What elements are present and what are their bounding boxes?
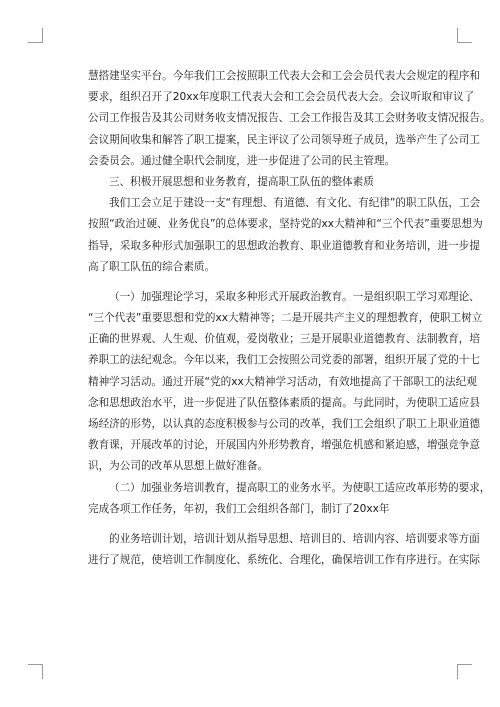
text-line: 慧搭建坚实平台。今年我们工会按照职工代表大会和工会会员代表大会规定的程序和 <box>88 70 480 82</box>
text-line: 会议期间收集和解答了职工提案，民主评议了公司领导班子成员，选举产生了公司工 <box>88 133 480 146</box>
body-text <box>88 66 491 571</box>
text-line: 指导，采取多种形式加强职工的思想政治教育、职业道德教育和业务培训，进一步提 <box>88 239 480 252</box>
text-line: 的业务培训计划，培训计划从指导思想、培训目的、培训内容、培训要求等方面 <box>109 532 480 545</box>
text-line: 正确的世界观、人生观、价值观，爱岗敬业；三是开展职业道德教育、法制教育，培 <box>88 333 480 346</box>
text-line: 场经济的形势，以认真的态度积极参与公司的改革，我们工会组织了职工上职业道德 <box>88 418 480 430</box>
text-line: （二）加强业务培训教育，提高职工的业务水平。为使职工适应改革形势的要求， <box>109 481 491 494</box>
text-line: 识，为公司的改革从思想上做好准备。 <box>88 460 269 473</box>
text-line: 按照“政治过硬、业务优良”的总体要求，坚持党的xx大精神和“三个代表”重要思想为 <box>88 218 483 231</box>
text-line: 精神学习活动。通过开展“党的xx大精神学习活动，有效地提高了干部职工的法纪观 <box>88 375 477 388</box>
crop-mark-bottom-left <box>28 664 43 679</box>
text-line: 要求，组织召开了20xx年度职工代表大会和工会会员代表大会。会议听取和审议了 <box>88 91 475 104</box>
text-line: 养职工的法纪观念。今年以来，我们工会按照公司党委的部署，组织开展了党的十七 <box>88 354 480 367</box>
crop-mark-top-left <box>28 28 43 43</box>
text-line: 念和思想政治水平，进一步促进了队伍整体素质的提高。与此同时，为使职工适应县 <box>88 396 480 409</box>
text-line: 会委员会。通过健全职代会制度，进一步促进了公司的民主管理。 <box>88 154 396 167</box>
text-line: 公司工作报告及其公司财务收支情况报告、工会工作报告及其工会财务收支情况报告。 <box>88 112 491 125</box>
crop-mark-bottom-right <box>457 664 472 679</box>
text-line: 我们工会立足于建设一支“有理想、有道德、有文化、有纪律”的职工队伍，工会 <box>109 197 481 210</box>
text-line: （一）加强理论学习，采取多种形式开展政治教育。一是组织职工学习邓理论、 <box>109 290 480 303</box>
text-line: 完成各项工作任务，年初，我们工会组织各部门，制订了20xx年 <box>88 502 390 515</box>
text-line: 教育课，开展改革的讨论，开展国内外形势教育，增强危机感和紧迫感，增强竞争意 <box>88 439 480 452</box>
text-line: “三个代表”重要思想和党的xx大精神等；二是开展共产主义的理想教育，使职工树立 <box>88 312 483 325</box>
text-line: 高了职工队伍的综合素质。 <box>88 260 216 273</box>
text-line: 进行了规范，使培训工作制度化、系统化、合理化，确保培训工作有序进行。在实际 <box>88 554 480 567</box>
section-heading: 三、积极开展思想和业务教育，提高职工队伍的整体素质 <box>109 175 374 188</box>
crop-mark-top-right <box>457 28 472 43</box>
